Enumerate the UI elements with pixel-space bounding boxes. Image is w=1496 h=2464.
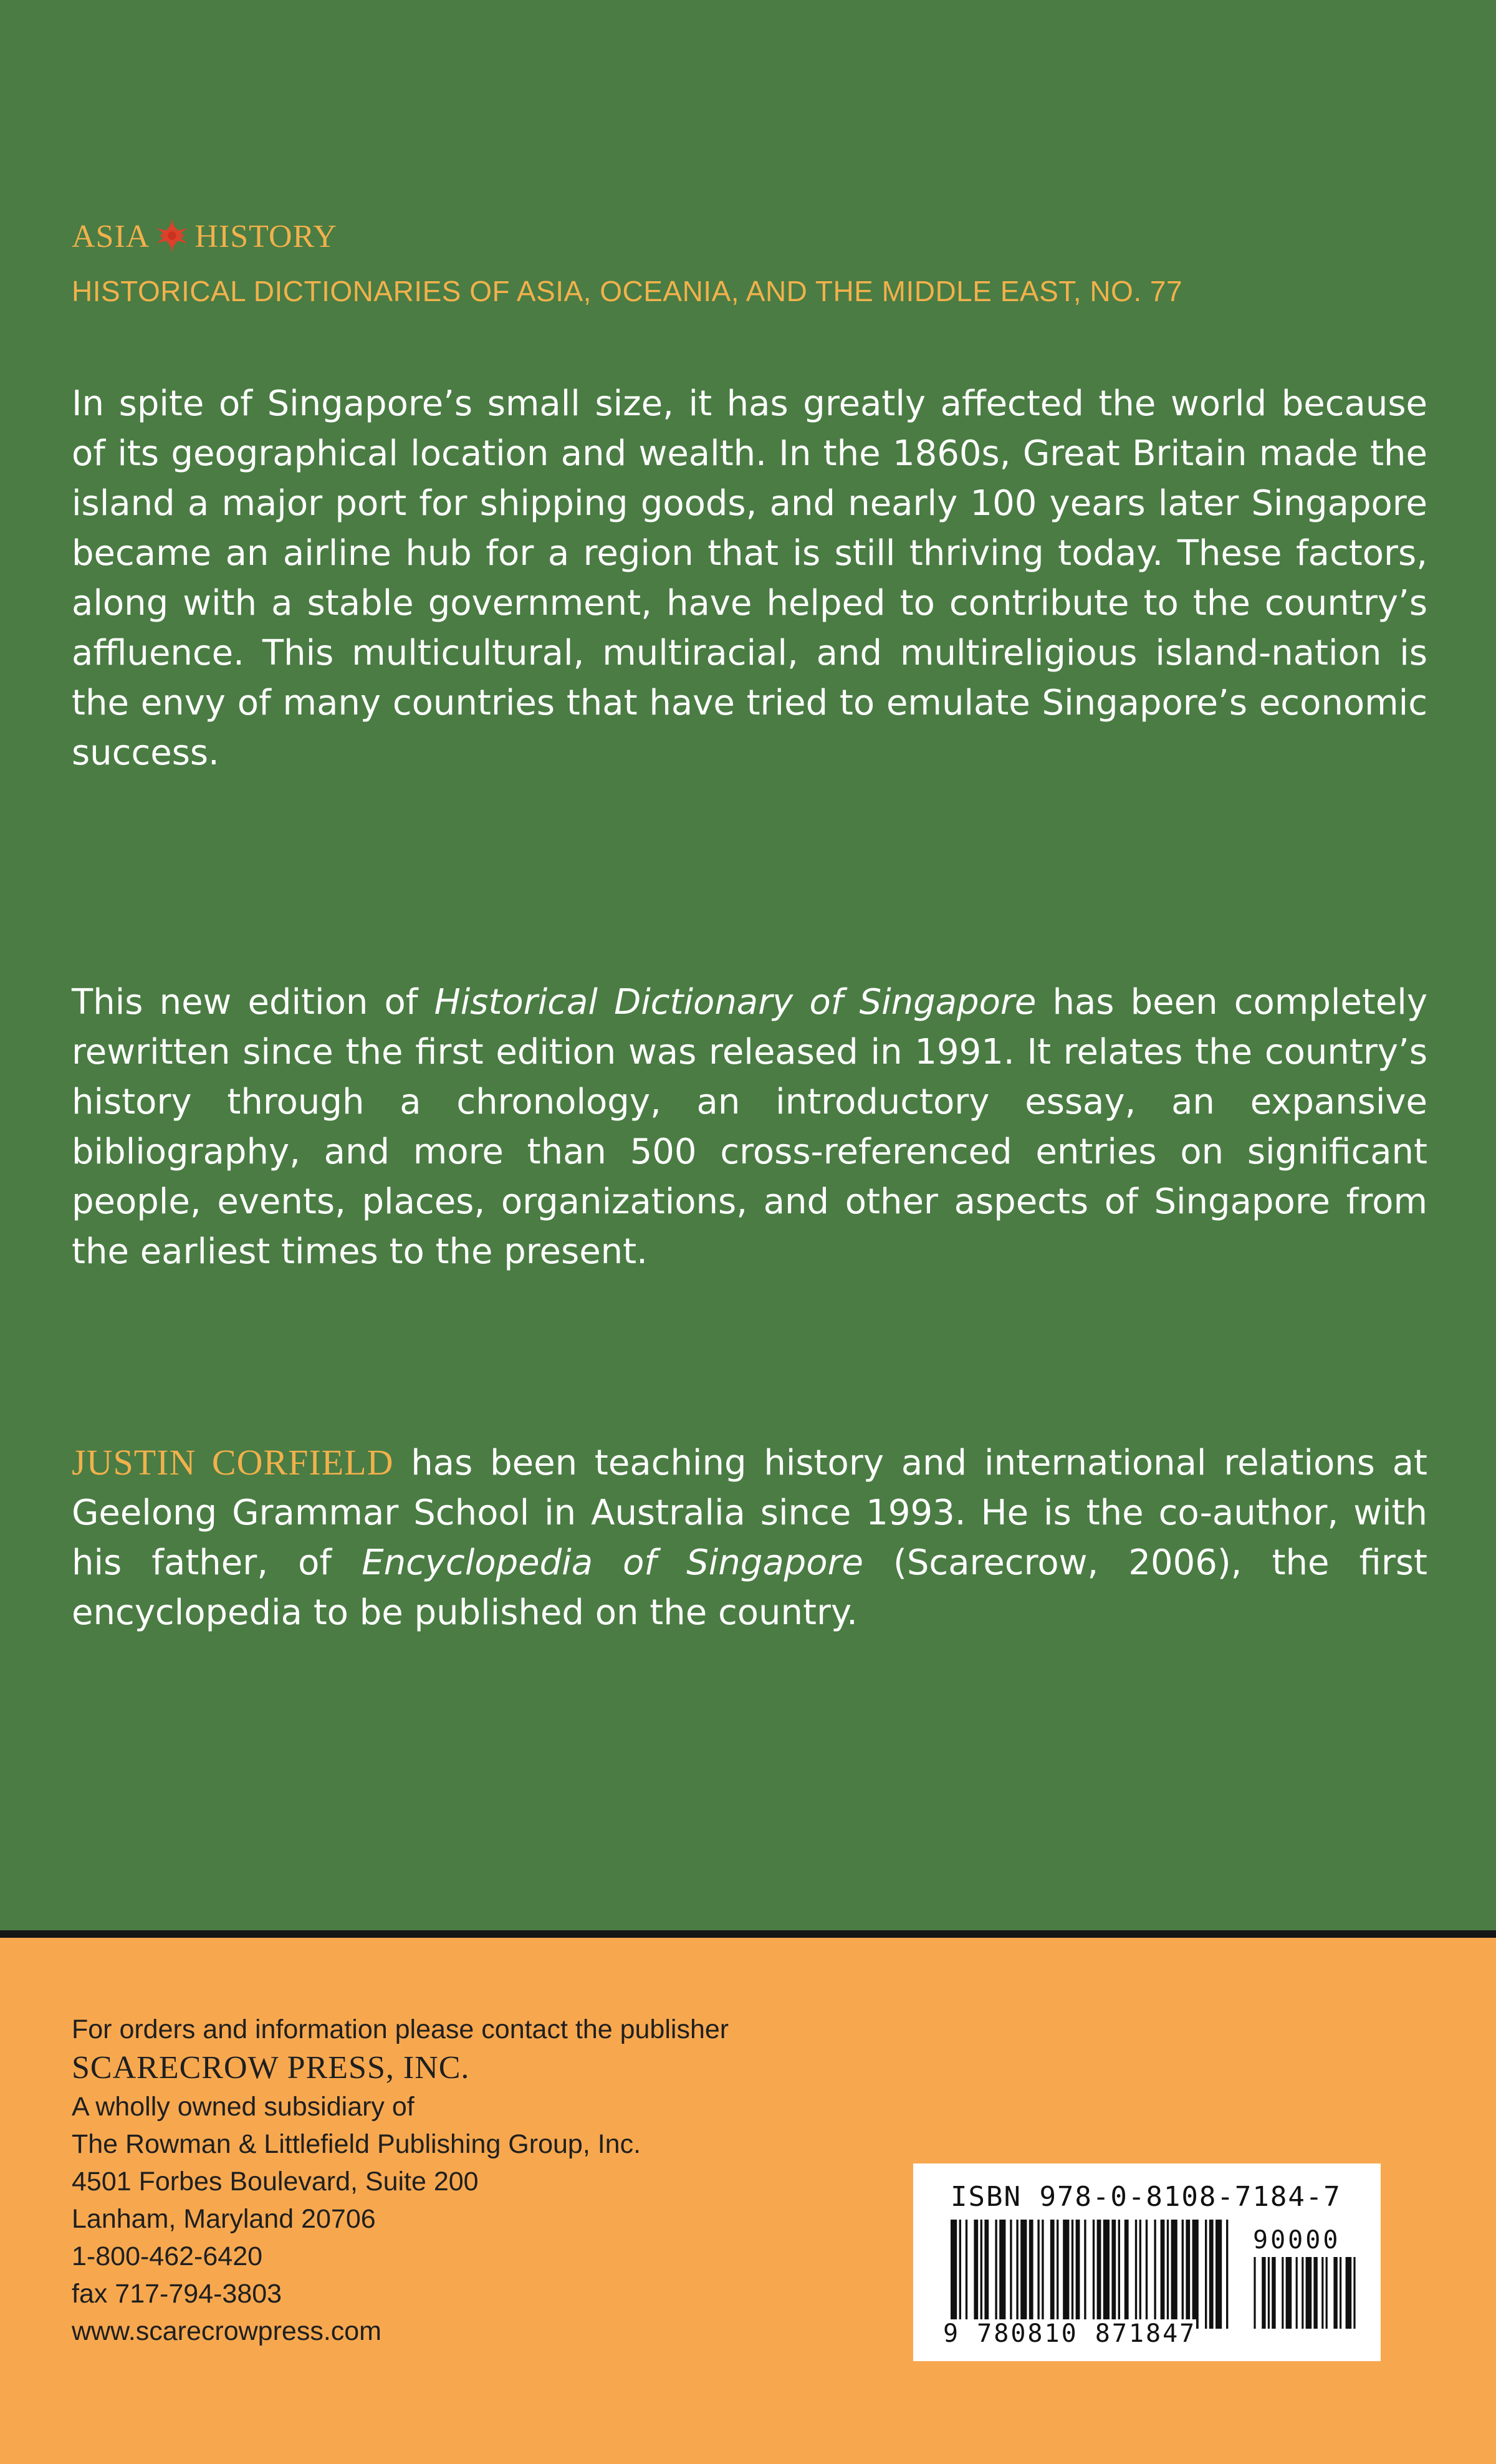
publisher-phone: 1-800-462-6420 <box>72 2241 263 2271</box>
author-bio <box>72 1438 1427 1638</box>
barcode-digits: 9 780810 871847 <box>943 2319 1197 2348</box>
description-paragraph-2 <box>72 978 1427 1277</box>
publisher-address-2: Lanham, Maryland 20706 <box>72 2204 376 2234</box>
publisher-subsidiary: A wholly owned subsidiary of <box>72 2092 415 2122</box>
author-bio-after: (Scarecrow, 2006), the first encyclopedia to be published on the country. <box>72 1542 1427 1633</box>
publisher-contact <box>72 2011 729 2350</box>
series-label-asia: ASIA <box>72 219 150 254</box>
publisher-name: SCARECROW PRESS, INC. <box>72 2050 470 2086</box>
publisher-intro: For orders and information please contact the publisher <box>72 2014 729 2044</box>
series-title: HISTORICAL DICTIONARIES OF ASIA, OCEANIA, AND THE MIDDLE EAST, NO. 77 <box>72 275 1183 307</box>
series-heading <box>72 218 337 255</box>
isbn-number: ISBN 978-0-8108-7184-7 <box>951 2181 1341 2213</box>
red-star-icon <box>155 218 189 253</box>
author-name: JUSTIN CORFIELD <box>72 1442 394 1483</box>
publisher-fax: fax 717-794-3803 <box>72 2279 282 2309</box>
series-label-history: HISTORY <box>194 219 337 254</box>
para2-text-after: has been completely rewritten since the first edition was released in 1991. It relates the country’s history through a chronology, an introductory essay, an expansive bibliography, and more than 500 cross-referenced entries on significant people, events, places, organizations, and other aspects of Singapore from the earliest times to the present. <box>72 982 1427 1272</box>
isbn-barcode <box>913 2163 1381 2361</box>
book-title: Historical Dictionary of Singapore <box>434 982 1037 1023</box>
panel-divider <box>0 1930 1496 1938</box>
encyclopedia-title: Encyclopedia of Singapore <box>362 1542 863 1583</box>
publisher-parent: The Rowman & Littlefield Publishing Group, Inc. <box>72 2129 641 2159</box>
description-paragraph-1: In spite of Singapore’s small size, it has greatly affected the world because of its geographical location and wealth. In the 1860s, Great Britain made the island a major port for shipping goods, and nearly 100 years later Singapore became an airline hub for a region that is still thriving today. These factors, along with a stable government, have helped to contribute to the country’s affluence. This multicultural, multiracial, and multireligious island-nation is the envy of many countries that have tried to emulate Singapore’s economic success. <box>72 383 1427 773</box>
publisher-website: www.scarecrowpress.com <box>72 2316 381 2346</box>
para2-text-before: This new edition of <box>72 982 434 1023</box>
publisher-address-1: 4501 Forbes Boulevard, Suite 200 <box>72 2167 479 2197</box>
price-addon-code: 90000 <box>1253 2226 1341 2255</box>
author-bio-before: has been teaching history and international relations at Geelong Grammar School in Australia since 1993. He is the co-author, with his father, of <box>72 1443 1428 1583</box>
